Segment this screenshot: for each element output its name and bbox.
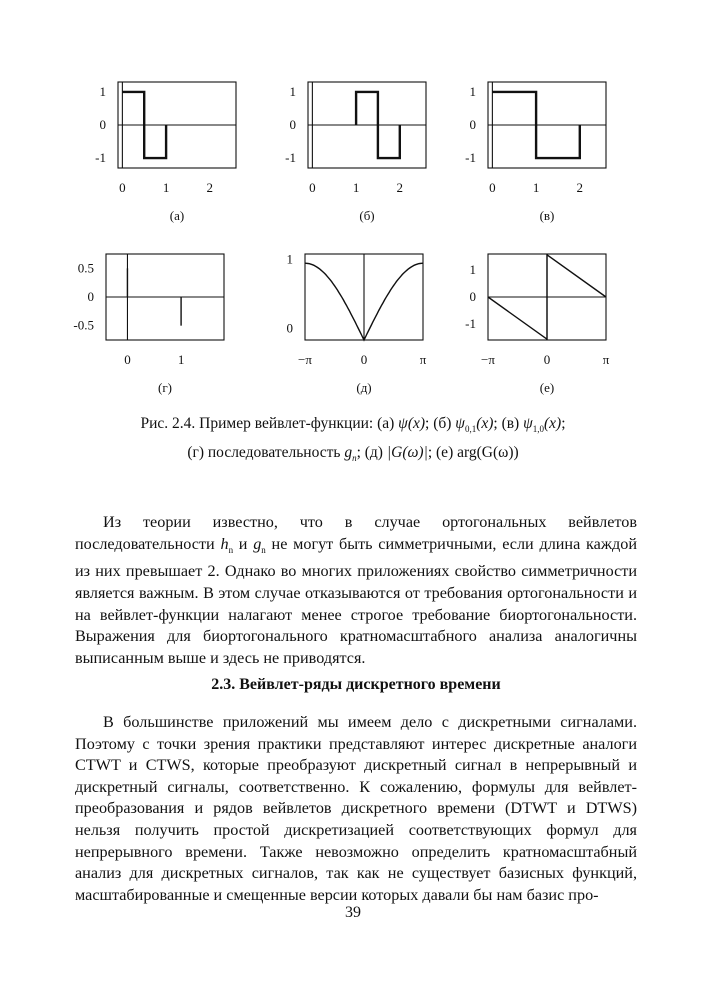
x-tick-label: 0 (124, 352, 131, 367)
y-tick-label: 0 (289, 117, 296, 132)
panel-label: (г) (158, 380, 172, 395)
panel-label: (а) (169, 208, 185, 223)
y-tick-label: 0 (99, 117, 106, 132)
y-tick-label: 1 (289, 83, 296, 99)
x-tick-label: 1 (352, 180, 360, 195)
figure-panel-5 (287, 251, 427, 395)
y-tick-label: 0 (286, 320, 293, 336)
y-tick-label: -0.5 (73, 317, 94, 333)
x-tick-label: 0 (119, 180, 126, 195)
paragraph-discrete-time: В большинстве приложений мы имеем дело с дискретными сигналами. Поэтому с точки зрения практики представляют интерес дискретные аналоги CTWT и CTWS, которые преобразуют дискретный сигнал в непрерывный и дискретный сигналы, соответственно. К сожалению, формулы для вейвлет-преобразования и рядов вейвлетов дискретного времени (DTWT и DTWS) нельзя получить простой дискретизацией соответствующих формул для непрерывного времени. Также невозможно определить кратномасштабный анализ для дискретных сигналов, так как не существует базисных функций, масштабированные и смещенные версии которых давали бы нам базис про- (75, 713, 637, 904)
y-tick-label: -1 (465, 150, 476, 166)
caption-line-2: (г) последовательность $g_n$; (д) |G(ω)|; (е) arg(G(ω)) (187, 444, 519, 464)
y-tick-label: 1 (469, 262, 476, 278)
x-tick-label: 0 (309, 180, 316, 195)
panel-label: (е) (539, 380, 555, 395)
figure-2-4 (0, 0, 706, 420)
y-tick-label: 1 (469, 83, 476, 99)
panel-label: (д) (356, 380, 372, 395)
y-tick-label: 1 (286, 251, 293, 267)
y-tick-label: 1 (99, 83, 106, 99)
y-tick-label: 0 (469, 117, 476, 132)
y-tick-label: 0.5 (77, 260, 94, 276)
x-tick-label: 2 (206, 180, 214, 195)
x-tick-label: 1 (177, 352, 185, 367)
x-tick-label: π (602, 352, 610, 367)
x-tick-label: 2 (396, 180, 404, 195)
x-tick-label: 1 (162, 180, 170, 195)
x-tick-label: π (419, 352, 427, 367)
figure-panel-4 (73, 254, 224, 395)
x-tick-label: 1 (532, 180, 540, 195)
y-tick-label: 0 (87, 289, 94, 304)
figure-panel-1 (95, 82, 236, 223)
y-tick-label: -1 (285, 150, 296, 166)
y-tick-label: -1 (465, 315, 476, 331)
panel-label: (б) (359, 208, 375, 223)
caption-line-1: Рис. 2.4. Пример вейвлет-функции: (а) ψ(x); (б) $\psi_{0,1}(x)$; (в) $\psi_{1,0}(x)$; (140, 415, 566, 435)
figure-panel-6 (465, 254, 610, 395)
x-tick-label: −π (298, 352, 312, 367)
figure-caption (80, 412, 626, 470)
y-tick-label: 0 (469, 289, 476, 304)
x-tick-label: 0 (543, 352, 551, 367)
panel-label: (в) (539, 208, 555, 223)
x-tick-label: 0 (360, 352, 368, 367)
figure-panel-2 (285, 82, 426, 223)
figure-panel-3 (465, 82, 606, 223)
x-tick-label: 2 (576, 180, 584, 195)
x-tick-label: −π (481, 352, 495, 367)
paragraph-orthogonal-wavelets: Из теории известно, что в случае ортогональных вейвлетов последовательности $h_n$ и $g_n$ не могут быть симметричными, если длина каждой из них превышает 2. Однако во многих приложениях свойство симметричности является важным. В этом случае отказываются от требования ортогональности и на вейвлет-функции налагают менее строгое требование биортогональности. Выражения для биортогонального кратномасштабного анализа аналогичны выписанным выше и здесь не приводятся. (75, 513, 637, 667)
x-tick-label: 0 (489, 180, 496, 195)
section-heading: 2.3. Вейвлет-ряды дискретного времени (211, 676, 501, 693)
page-number: 39 (345, 904, 361, 921)
y-tick-label: -1 (95, 150, 106, 166)
